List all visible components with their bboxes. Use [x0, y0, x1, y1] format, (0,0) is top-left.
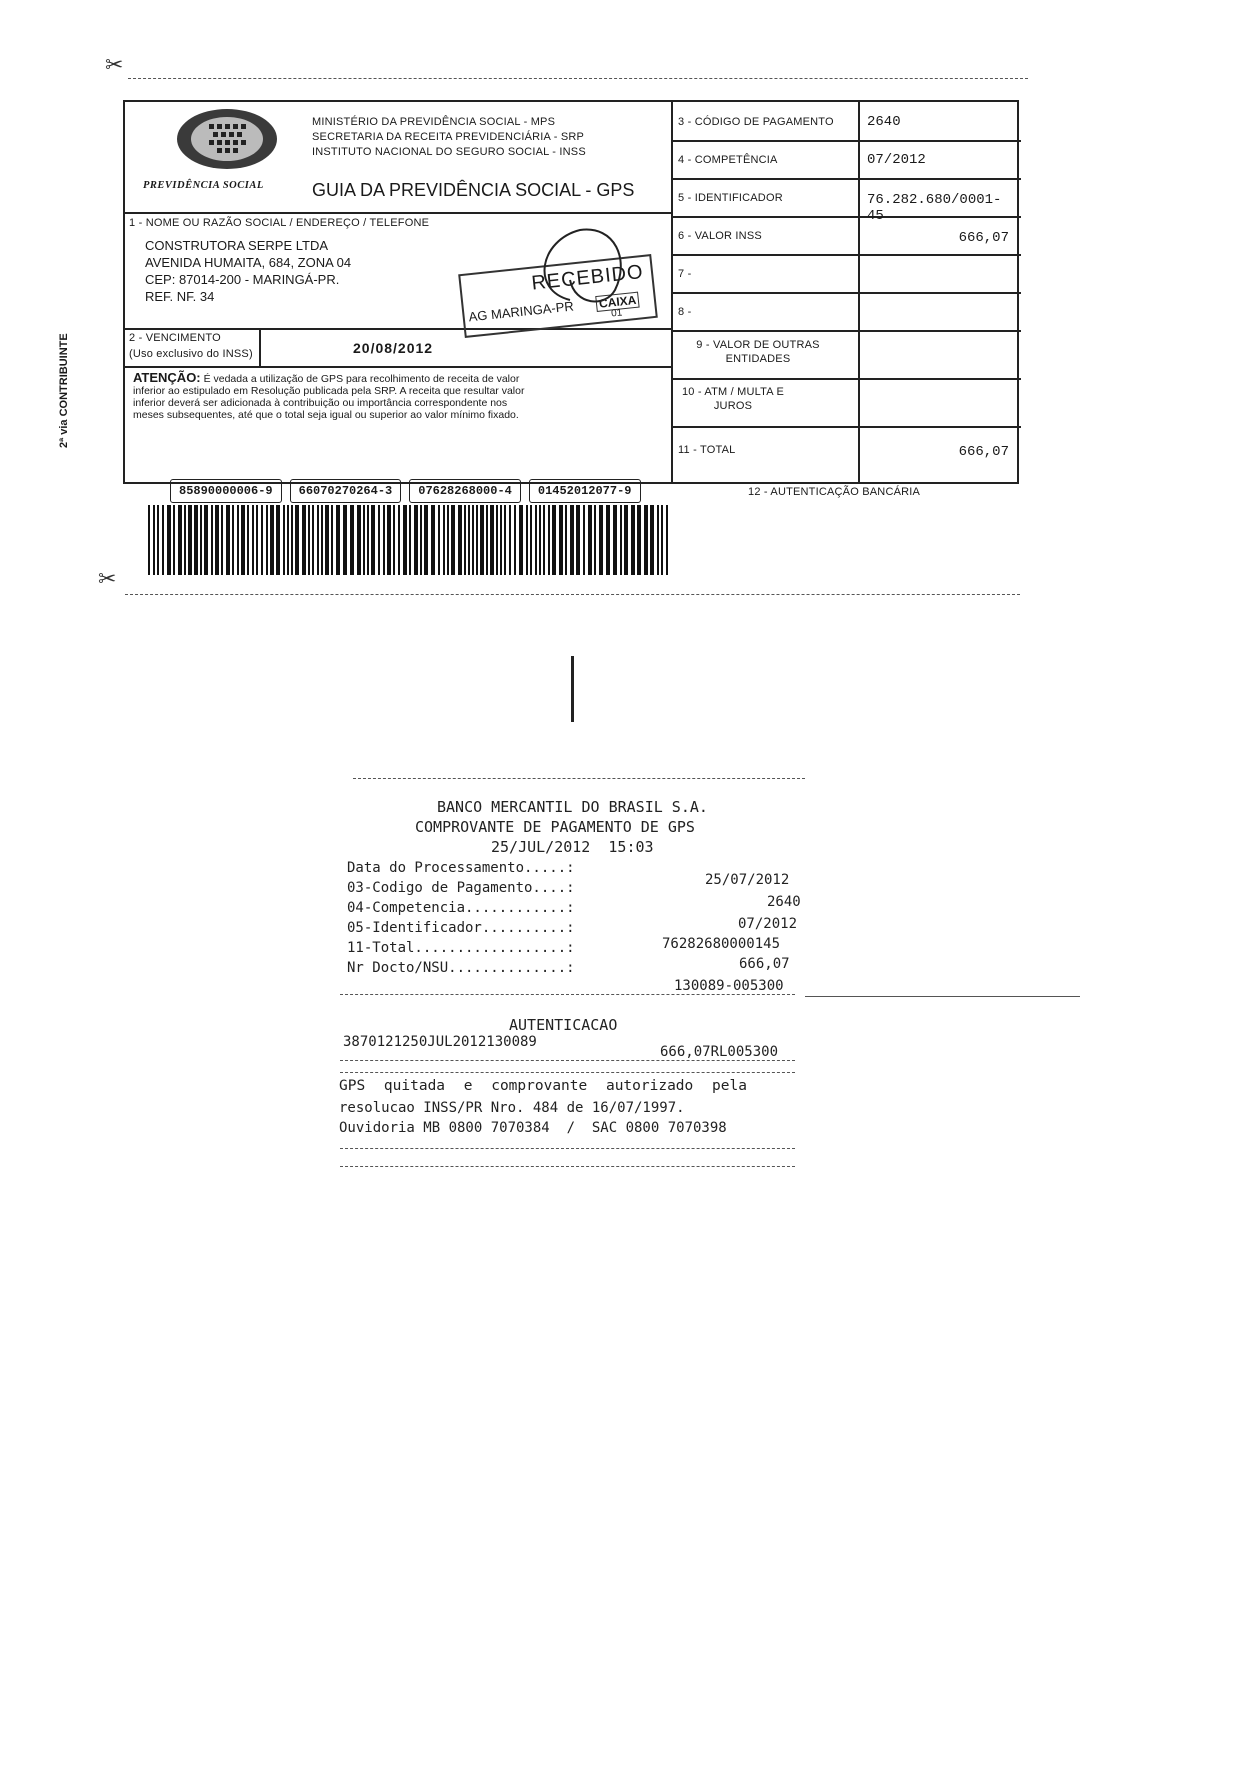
field3-label: 3 - CÓDIGO DE PAGAMENTO — [678, 116, 834, 128]
vencimento-value: 20/08/2012 — [353, 340, 434, 356]
scissors-icon-bottom: ✂ — [98, 566, 117, 591]
previdencia-logo-icon — [173, 106, 281, 178]
atencao-text-3: inferior deverá ser adicionada à contribuição ou importância correspondente nos — [133, 397, 508, 409]
receipt-row-1-label: Data do Processamento.....: — [347, 860, 575, 876]
receipt-row-2-value: 2640 — [767, 894, 801, 910]
receipt-row-4-value: 76282680000145 — [662, 936, 781, 952]
barcode-icon — [148, 505, 668, 575]
stamp-recebido: RECEBIDO — [530, 260, 645, 295]
logo-caption: PREVIDÊNCIA SOCIAL — [143, 180, 264, 191]
field1-line-1: CONSTRUTORA SERPE LTDA — [145, 238, 328, 253]
pen-mark — [571, 656, 574, 722]
field4-label: 4 - COMPETÊNCIA — [678, 154, 778, 166]
receipt-footer-1: GPS quitada e comprovante autorizado pela — [339, 1078, 747, 1094]
field3-value: 2640 — [867, 114, 901, 130]
field5-value: 76.282.680/0001-45 — [867, 192, 1002, 224]
field6-value: 666,07 — [958, 230, 1009, 246]
field1-label: 1 - NOME OU RAZÃO SOCIAL / ENDEREÇO / TELEFONE — [129, 217, 430, 229]
barcode-numbers — [170, 479, 641, 503]
atencao-block — [133, 372, 663, 421]
receipt-row-6-value: 130089-005300 — [674, 978, 784, 994]
receipt-row-3-value: 07/2012 — [738, 916, 798, 932]
field9-label: 9 - VALOR DE OUTRAS ENTIDADES — [696, 339, 820, 365]
atencao-text-1: É vedada a utilização de GPS para recolhimento de receita de valor — [203, 373, 520, 385]
receipt-footer-2: resolucao INSS/PR Nro. 484 de 16/07/1997. — [339, 1100, 685, 1116]
field7-label: 7 - — [678, 268, 692, 280]
receipt-row-5-label: 11-Total..................: — [347, 940, 575, 956]
field5-label: 5 - IDENTIFICADOR — [678, 192, 783, 204]
form-title: GUIA DA PREVIDÊNCIA SOCIAL - GPS — [312, 180, 635, 200]
barcode-number-3: 07628268000-4 — [409, 479, 521, 503]
org-line-1: MINISTÉRIO DA PREVIDÊNCIA SOCIAL - MPS — [312, 116, 556, 128]
cut-line-bottom — [125, 594, 1020, 595]
barcode-number-2: 66070270264-3 — [290, 479, 402, 503]
field1-line-4: REF. NF. 34 — [145, 289, 215, 304]
stamp-agencia: AG MARINGA-PR — [467, 298, 575, 325]
field4-value: 07/2012 — [867, 152, 926, 168]
receipt-autenticacao-title: AUTENTICACAO — [509, 1016, 618, 1034]
receipt-footer-3: Ouvidoria MB 0800 7070384 / SAC 0800 7070398 — [339, 1120, 727, 1136]
receipt-row-2-label: 03-Codigo de Pagamento....: — [347, 880, 575, 896]
org-line-3: INSTITUTO NACIONAL DO SEGURO SOCIAL - INSS — [312, 146, 586, 158]
autenticacao-label: 12 - AUTENTICAÇÃO BANCÁRIA — [748, 486, 921, 498]
gps-form — [123, 100, 1019, 484]
receipt-datetime: 25/JUL/2012 15:03 — [491, 838, 654, 856]
field8-label: 8 - — [678, 306, 692, 318]
field1-line-3: CEP: 87014-200 - MARINGÁ-PR. — [145, 272, 340, 287]
atencao-text-4: meses subsequentes, até que o total seja igual ou superior ao valor mínimo fixado. — [133, 409, 519, 421]
stamp-caixa-num: 01 — [610, 307, 623, 320]
vencimento-sublabel: (Uso exclusivo do INSS) — [129, 348, 253, 360]
stamp-signature-icon — [520, 220, 640, 310]
field1-line-2: AVENIDA HUMAITA, 684, ZONA 04 — [145, 255, 352, 270]
atencao-title: ATENÇÃO: — [133, 370, 201, 385]
receipt-row-4-label: 05-Identificador..........: — [347, 920, 575, 936]
field10-label: 10 - ATM / MULTA E JUROS — [681, 386, 784, 412]
org-line-2: SECRETARIA DA RECEITA PREVIDENCIÁRIA - SRP — [312, 131, 585, 143]
atencao-text-2: inferior ao estipulado em Resolução publicada pela SRP. A receita que resultar valor — [133, 385, 525, 397]
field11-value: 666,07 — [958, 444, 1009, 460]
stamp-caixa: CAIXA — [595, 292, 640, 312]
receipt-auth-code: 3870121250JUL2012130089 — [343, 1034, 537, 1050]
receipt-row-1-value: 25/07/2012 — [705, 872, 790, 888]
scissors-icon: ✂ — [105, 52, 124, 77]
receipt-row-6-label: Nr Docto/NSU..............: — [347, 960, 575, 976]
barcode-number-1: 85890000006-9 — [170, 479, 282, 503]
receipt-row-3-label: 04-Competencia............: — [347, 900, 575, 916]
barcode-number-4: 01452012077-9 — [529, 479, 641, 503]
receipt-row-5-value: 666,07 — [739, 956, 790, 972]
vencimento-label: 2 - VENCIMENTO — [129, 332, 221, 344]
cut-line-top — [128, 78, 1028, 79]
field11-label: 11 - TOTAL — [678, 444, 736, 456]
side-label: 2ª via CONTRIBUINTE — [58, 333, 70, 448]
receipt-title: COMPROVANTE DE PAGAMENTO DE GPS — [415, 818, 695, 836]
receipt-auth-value: 666,07RL005300 — [660, 1044, 779, 1060]
receipt-bank-name: BANCO MERCANTIL DO BRASIL S.A. — [437, 798, 708, 816]
field6-label: 6 - VALOR INSS — [678, 230, 762, 242]
